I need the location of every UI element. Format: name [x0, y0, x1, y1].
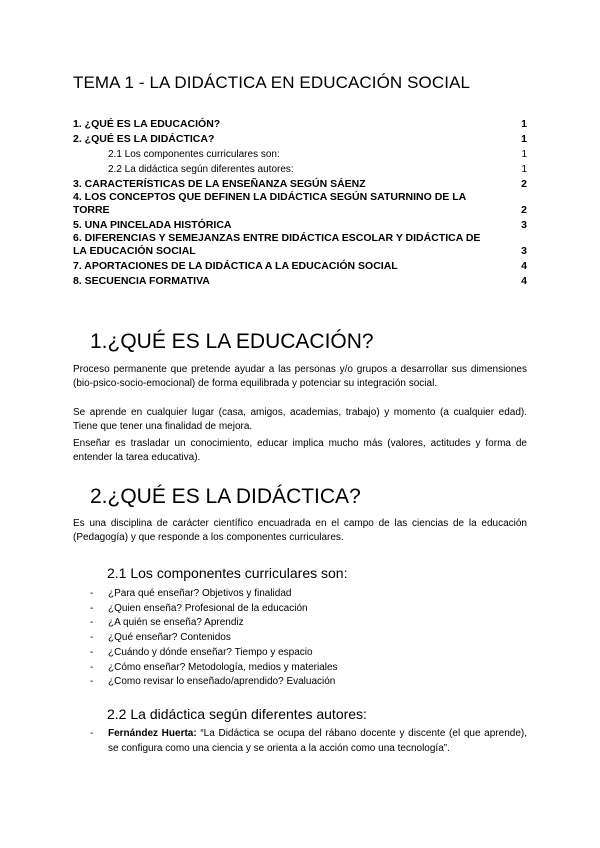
toc-entry[interactable] [73, 131, 527, 146]
toc-entry-page: 3 [521, 219, 527, 231]
toc-entry-page: 4 [521, 260, 527, 272]
list-item: - ¿Cuándo y dónde enseñar? Tiempo y espacio [90, 646, 313, 658]
section-1-paragraph: Se aprende en cualquier lugar (casa, amigos, academias, trabajo) y momento (a cualquier edad). Tiene que tener una finalidad de mejora. [73, 407, 527, 432]
list-item: - ¿A quién se enseña? Aprendiz [90, 617, 244, 629]
toc-entry[interactable] [73, 258, 527, 273]
toc-entry[interactable] [73, 232, 527, 258]
authors-list [73, 727, 527, 756]
section-1-heading: 1.¿QUÉ ES LA EDUCACIÓN? [90, 330, 374, 353]
list-item: - Fernández Huerta: “La Didáctica se ocupa del rábano docente y discente (el que aprende), se configura como una ciencia y se orienta a la acción como una tecnología”. [90, 728, 527, 754]
list-item: - ¿Como revisar lo enseñado/aprendido? Evaluación [90, 676, 336, 688]
toc-entry[interactable] [73, 191, 527, 217]
toc-entry[interactable] [73, 217, 527, 232]
toc-entry-page: 2 [521, 178, 527, 190]
section-2-paragraph: Es una disciplina de carácter científico encuadrada en el campo de las ciencias de la educación (Pedagogía) y que responde a los componentes curriculares. [73, 518, 527, 543]
toc-entry-page: 1 [521, 118, 527, 130]
toc-entry-text: 8. SECUENCIA FORMATIVA [73, 275, 210, 287]
curricular-components-list [73, 587, 527, 690]
toc-entry[interactable] [73, 273, 527, 288]
toc-entry-text: 3. CARACTERÍSTICAS DE LA ENSEÑANZA SEGÚN SÁENZ [73, 178, 366, 190]
author-quote: “La Didáctica se ocupa del rábano docente y discente (el que aprende), se configura como una ciencia y se orienta a la acción como una tecnología”. [108, 728, 527, 754]
toc-entry-page: 1 [521, 133, 527, 145]
toc-entry-page: 3 [521, 245, 527, 257]
toc-entry-text: 2. ¿QUÉ ES LA DIDÁCTICA? [73, 133, 215, 145]
toc-entry-page: 4 [521, 275, 527, 287]
toc-entry-page: 1 [521, 164, 527, 175]
document-title: TEMA 1 - LA DIDÁCTICA EN EDUCACIÓN SOCIAL [73, 73, 471, 92]
subsection-2-2-heading: 2.2 La didáctica según diferentes autores: [107, 706, 367, 722]
toc-entry-text: 2.2 La didáctica según diferentes autores: [108, 164, 294, 175]
toc-entry[interactable] [73, 161, 527, 176]
toc-entry-text: 1. ¿QUÉ ES LA EDUCACIÓN? [73, 118, 221, 130]
toc-entry-text: 2.1 Los componentes curriculares son: [108, 149, 280, 160]
section-1-paragraph: Proceso permanente que pretende ayudar a las personas y/o grupos a desarrollar sus dimensiones (bio-psico-socio-emocional) de forma equilibrada y potenciar su integración social. [73, 364, 527, 389]
list-item: - ¿Para qué enseñar? Objetivos y finalidad [90, 588, 292, 599]
toc-entry-text: 6. DIFERENCIAS Y SEMEJANZAS ENTRE DIDÁCTICA ESCOLAR Y DIDÁCTICA DE LA EDUCACIÓN SOCIAL [73, 232, 481, 257]
toc-entry-text: 7. APORTACIONES DE LA DIDÁCTICA A LA EDUCACIÓN SOCIAL [73, 260, 398, 272]
toc-entry[interactable] [73, 176, 527, 191]
toc-entry-text: 4. LOS CONCEPTOS QUE DEFINEN LA DIDÁCTICA SEGÚN SATURNINO DE LA TORRE [73, 191, 466, 216]
list-item: - ¿Qué enseñar? Contenidos [90, 632, 231, 644]
list-item: - ¿Cómo enseñar? Metodología, medios y materiales [90, 661, 338, 673]
subsection-2-1-heading: 2.1 Los componentes curriculares son: [107, 565, 348, 581]
table-of-contents [73, 116, 527, 288]
list-item: - ¿Quien enseña? Profesional de la educación [90, 602, 308, 614]
toc-entry-page: 1 [521, 149, 527, 160]
toc-entry-text: 5. UNA PINCELADA HISTÓRICA [73, 219, 232, 231]
author-name: Fernández Huerta: [108, 728, 197, 739]
section-1-paragraph: Enseñar es trasladar un conocimiento, educar implica mucho más (valores, actitudes y forma de entender la tarea educativa). [73, 438, 527, 463]
toc-entry[interactable] [73, 116, 527, 131]
section-2-heading: 2.¿QUÉ ES LA DIDÁCTICA? [90, 485, 361, 508]
toc-entry-page: 2 [521, 204, 527, 216]
toc-entry[interactable] [73, 146, 527, 161]
